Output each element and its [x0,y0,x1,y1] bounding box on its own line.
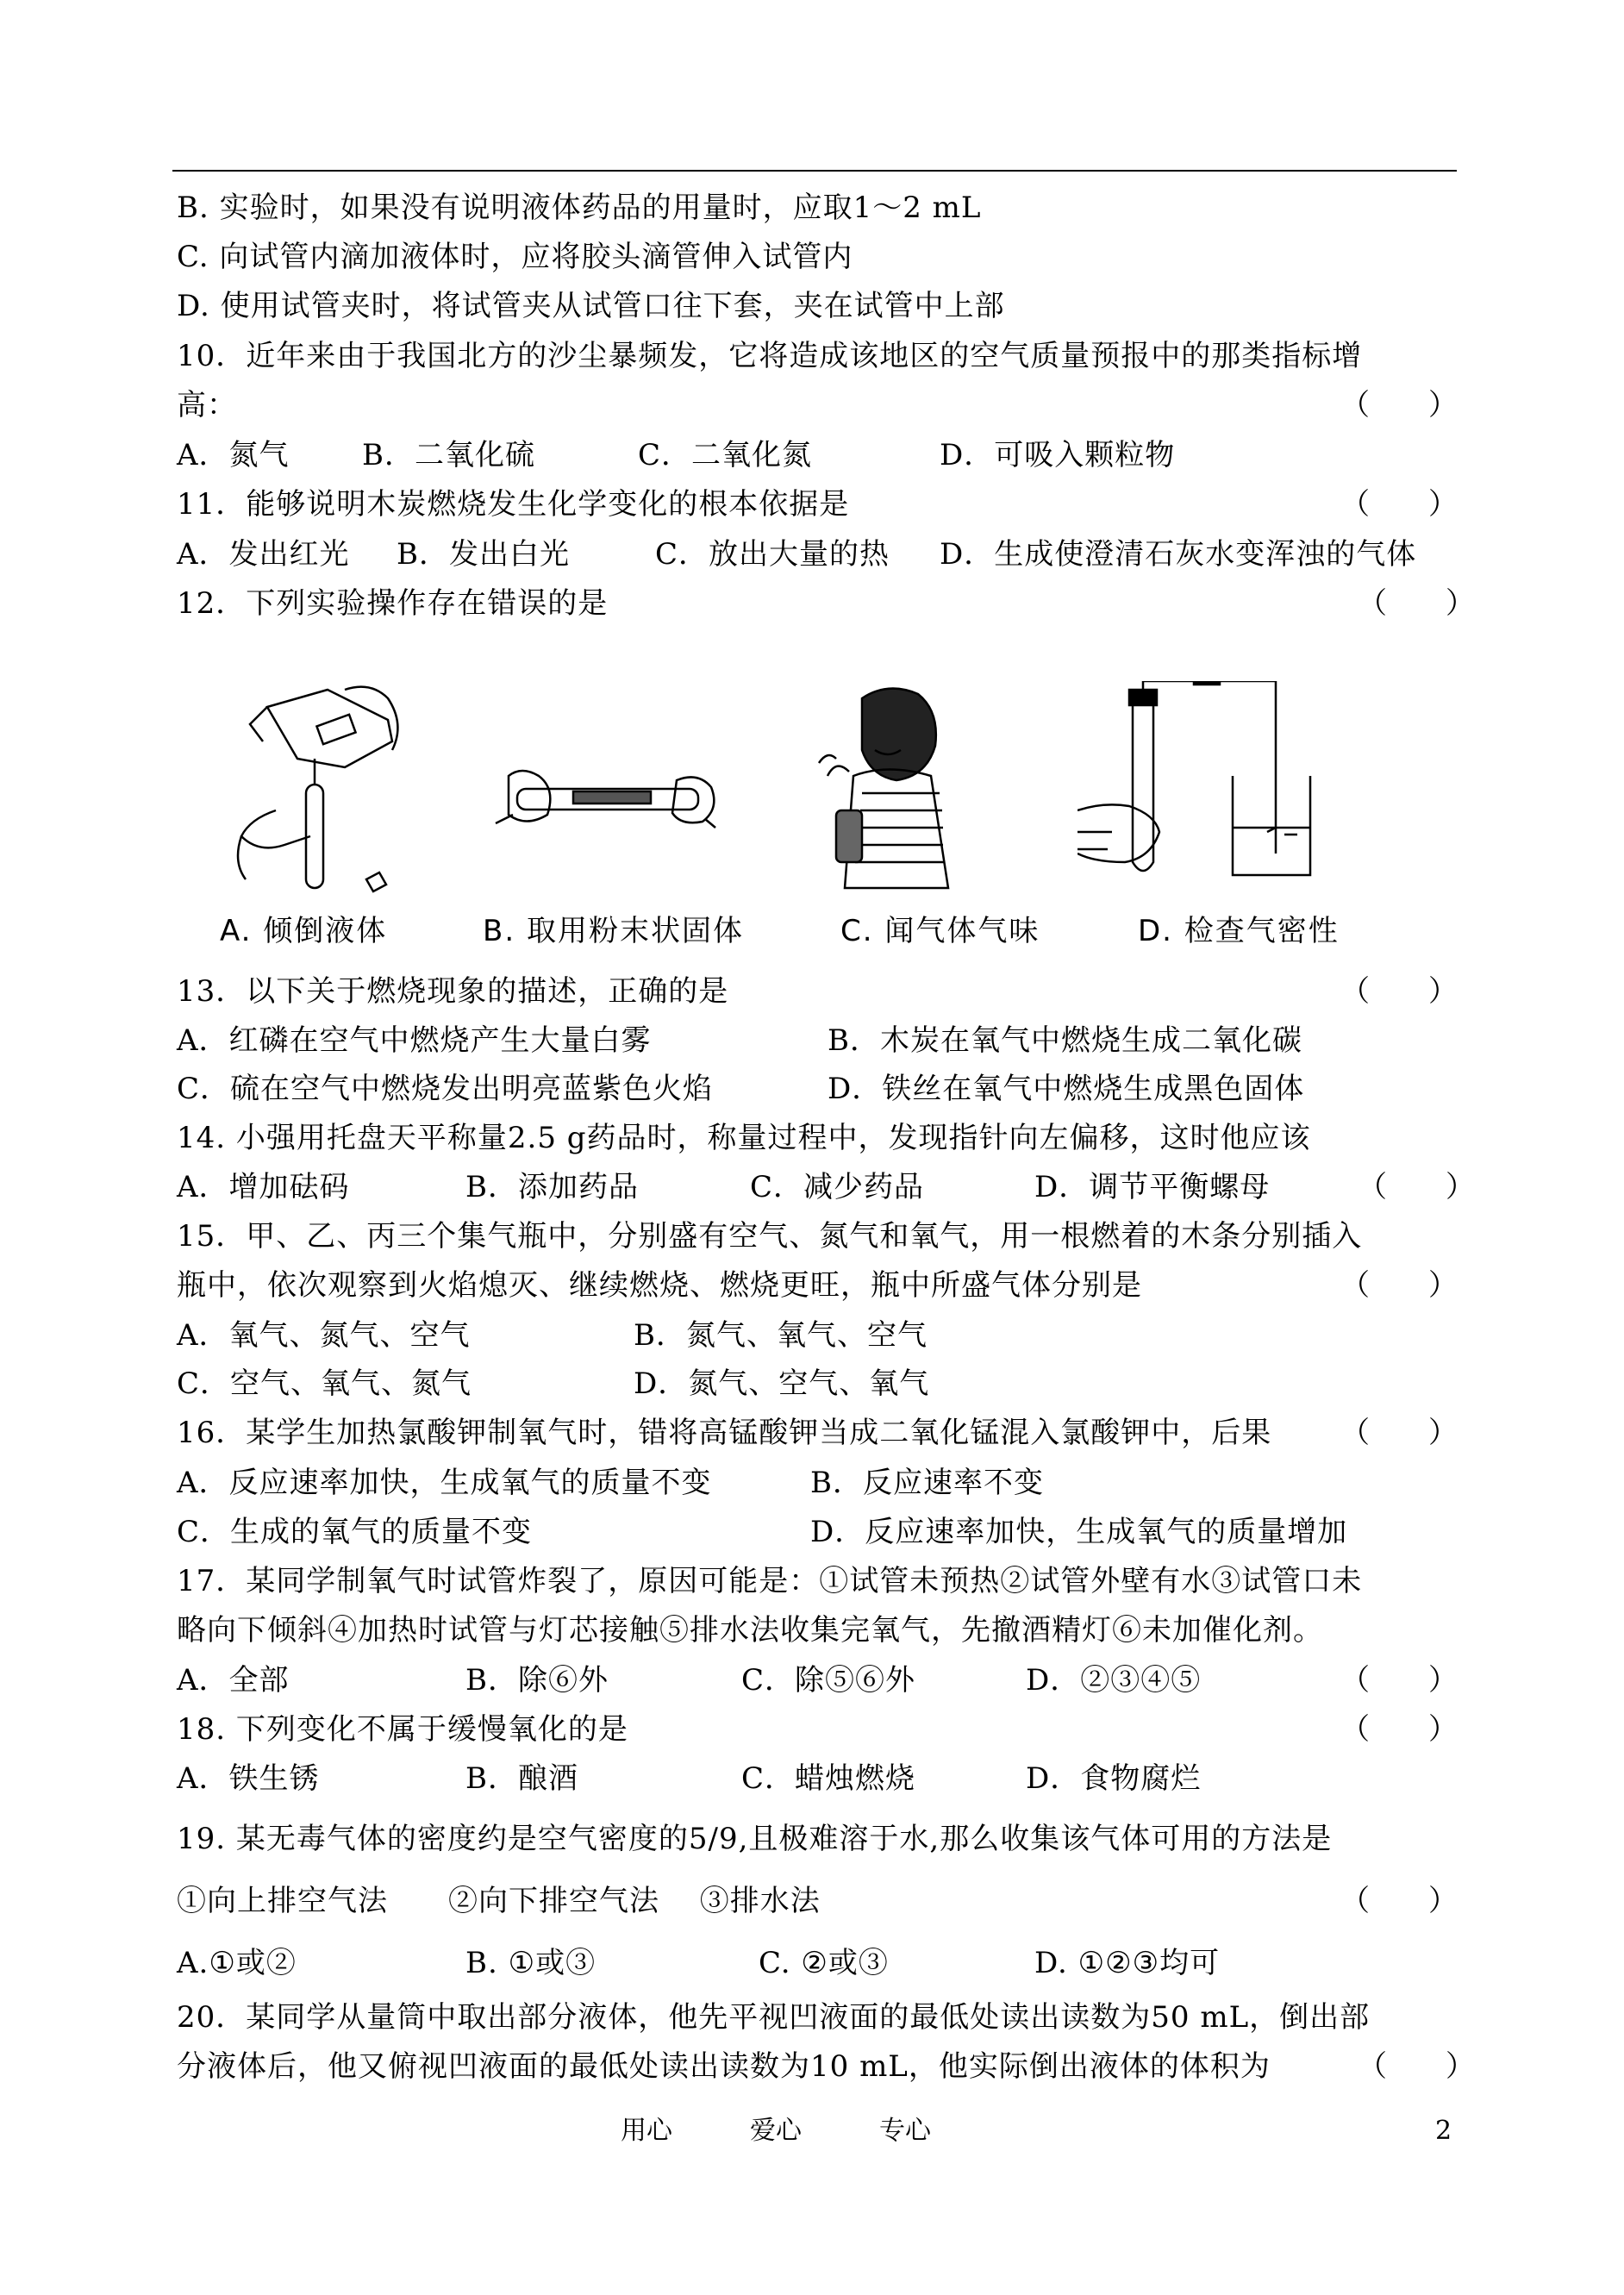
footer-item: 专心 [879,2116,931,2146]
q9-option-b: B. 实验时，如果没有说明液体药品的用量时，应取1～2 mL [177,191,982,225]
q10-answer-paren: （ ） [1340,388,1458,422]
q14-option: A．增加砝码 [177,1170,350,1204]
q11-option: C．放出大量的热 [655,537,890,572]
q19-option: B. ①或③ [465,1946,597,1980]
q15-answer-paren: （ ） [1340,1268,1458,1303]
q19-option: C. ②或③ [759,1946,889,1980]
figure-smell-gas [802,681,974,897]
q19-methods: ①向上排空气法 ②向下排空气法 ③排水法 [177,1884,821,1918]
q18-stem: 18. 下列变化不属于缓慢氧化的是 [177,1712,628,1747]
figure-pouring-liquid [215,672,414,905]
q18-option: C．蜡烛燃烧 [741,1761,916,1796]
q16-stem: 16．某学生加热氯酸钾制氧气时，错将高锰酸钾当成二氧化锰混入氯酸钾中，后果 [177,1416,1272,1450]
q20-stem-cont: 分液体后，他又俯视凹液面的最低处读出读数为10 mL，他实际倒出液体的体积为 [177,2049,1271,2084]
q16-option: C．生成的氧气的质量不变 [177,1515,533,1549]
q17-answer-paren: （ ） [1340,1663,1458,1698]
q18-option: D．食物腐烂 [1026,1761,1202,1796]
q10-option: B．二氧化硫 [362,438,535,472]
q15-option: A．氧气、氮气、空气 [177,1318,471,1353]
figure-airtightness [1077,681,1319,897]
q9-option-d: D. 使用试管夹时，将试管夹从试管口往下套，夹在试管中上部 [177,289,1005,323]
q15-stem: 15．甲、乙、丙三个集气瓶中，分别盛有空气、氮气和氧气，用一根燃着的木条分别插入 [177,1219,1363,1254]
q16-option: B．反应速率不变 [810,1466,1044,1500]
q18-option: B．酿酒 [465,1761,578,1796]
header-rule [172,170,1457,172]
q10-stem-cont: 高： [177,388,237,422]
q18-answer-paren: （ ） [1340,1712,1458,1747]
q9-option-c: C. 向试管内滴加液体时，应将胶头滴管伸入试管内 [177,240,853,274]
q17-option: A．全部 [177,1663,290,1698]
q17-option: D．②③④⑤ [1026,1663,1202,1698]
figure-caption-d: D. 检查气密性 [1138,914,1340,948]
q14-answer-paren: （ ） [1358,1170,1475,1204]
q10-option: D．可吸入颗粒物 [940,438,1176,472]
q14-stem: 14. 小强用托盘天平称量2.5 g药品时，称量过程中，发现指针向左偏移，这时他应该 [177,1121,1311,1155]
q16-option: A．反应速率加快，生成氧气的质量不变 [177,1466,712,1500]
figure-powder-solid [491,741,724,854]
q11-option: D．生成使澄清石灰水变浑浊的气体 [940,537,1417,572]
q19-answer-paren: （ ） [1340,1884,1458,1918]
page-number: 2 [1435,2116,1452,2146]
q13-option: C．硫在空气中燃烧发出明亮蓝紫色火焰 [177,1072,714,1106]
q17-option: B．除⑥外 [465,1663,609,1698]
q13-stem: 13．以下关于燃烧现象的描述，正确的是 [177,974,729,1009]
q19-option: D. ①②③均可 [1034,1946,1221,1980]
figure-caption-b: B. 取用粉末状固体 [483,914,744,948]
q18-option: A．铁生锈 [177,1761,320,1796]
figure-caption-a: A. 倾倒液体 [220,914,388,948]
q15-option: B．氮气、氧气、空气 [634,1318,928,1353]
q20-answer-paren: （ ） [1358,2049,1475,2084]
figure-caption-c: C. 闻气体气味 [840,914,1040,948]
q13-option: B．木炭在氧气中燃烧生成二氧化碳 [828,1023,1302,1058]
q14-option: D．调节平衡螺母 [1034,1170,1271,1204]
q11-option: A．发出红光 [177,537,350,572]
q16-option: D．反应速率加快，生成氧气的质量增加 [810,1515,1348,1549]
q11-option: B．发出白光 [397,537,570,572]
q20-stem: 20．某同学从量筒中取出部分液体，他先平视凹液面的最低处读出读数为50 mL，倒出部 [177,2000,1371,2035]
footer-item: 用心 [621,2116,672,2146]
q14-option: B．添加药品 [465,1170,639,1204]
q10-stem: 10．近年来由于我国北方的沙尘暴频发，它将造成该地区的空气质量预报中的那类指标增 [177,339,1363,373]
q15-stem-cont: 瓶中，依次观察到火焰熄灭、继续燃烧、燃烧更旺，瓶中所盛气体分别是 [177,1268,1142,1303]
q15-option: D．氮气、空气、氧气 [634,1366,930,1401]
q14-option: C．减少药品 [750,1170,925,1204]
footer-item: 爱心 [750,2116,802,2146]
q17-stem-cont: 略向下倾斜④加热时试管与灯芯接触⑤排水法收集完氧气，先撤酒精灯⑥未加催化剂。 [177,1613,1323,1648]
q19-option: A.①或② [177,1946,297,1980]
q16-answer-paren: （ ） [1340,1416,1458,1450]
q12-answer-paren: （ ） [1358,586,1475,621]
q13-option: D．铁丝在氧气中燃烧生成黑色固体 [828,1072,1305,1106]
q13-option: A．红磷在空气中燃烧产生大量白雾 [177,1023,652,1058]
q10-option: C．二氧化氮 [638,438,813,472]
q17-stem: 17．某同学制氧气时试管炸裂了，原因可能是：①试管未预热②试管外壁有水③试管口未 [177,1564,1363,1598]
q11-stem: 11．能够说明木炭燃烧发生化学变化的根本依据是 [177,487,850,522]
q17-option: C．除⑤⑥外 [741,1663,916,1698]
q10-option: A．氮气 [177,438,290,472]
q11-answer-paren: （ ） [1340,487,1458,522]
q19-stem: 19. 某无毒气体的密度约是空气密度的5/9,且极难溶于水,那么收集该气体可用的方法是 [177,1822,1333,1856]
q12-stem: 12．下列实验操作存在错误的是 [177,586,609,621]
q13-answer-paren: （ ） [1340,974,1458,1009]
q15-option: C．空气、氧气、氮气 [177,1366,472,1401]
